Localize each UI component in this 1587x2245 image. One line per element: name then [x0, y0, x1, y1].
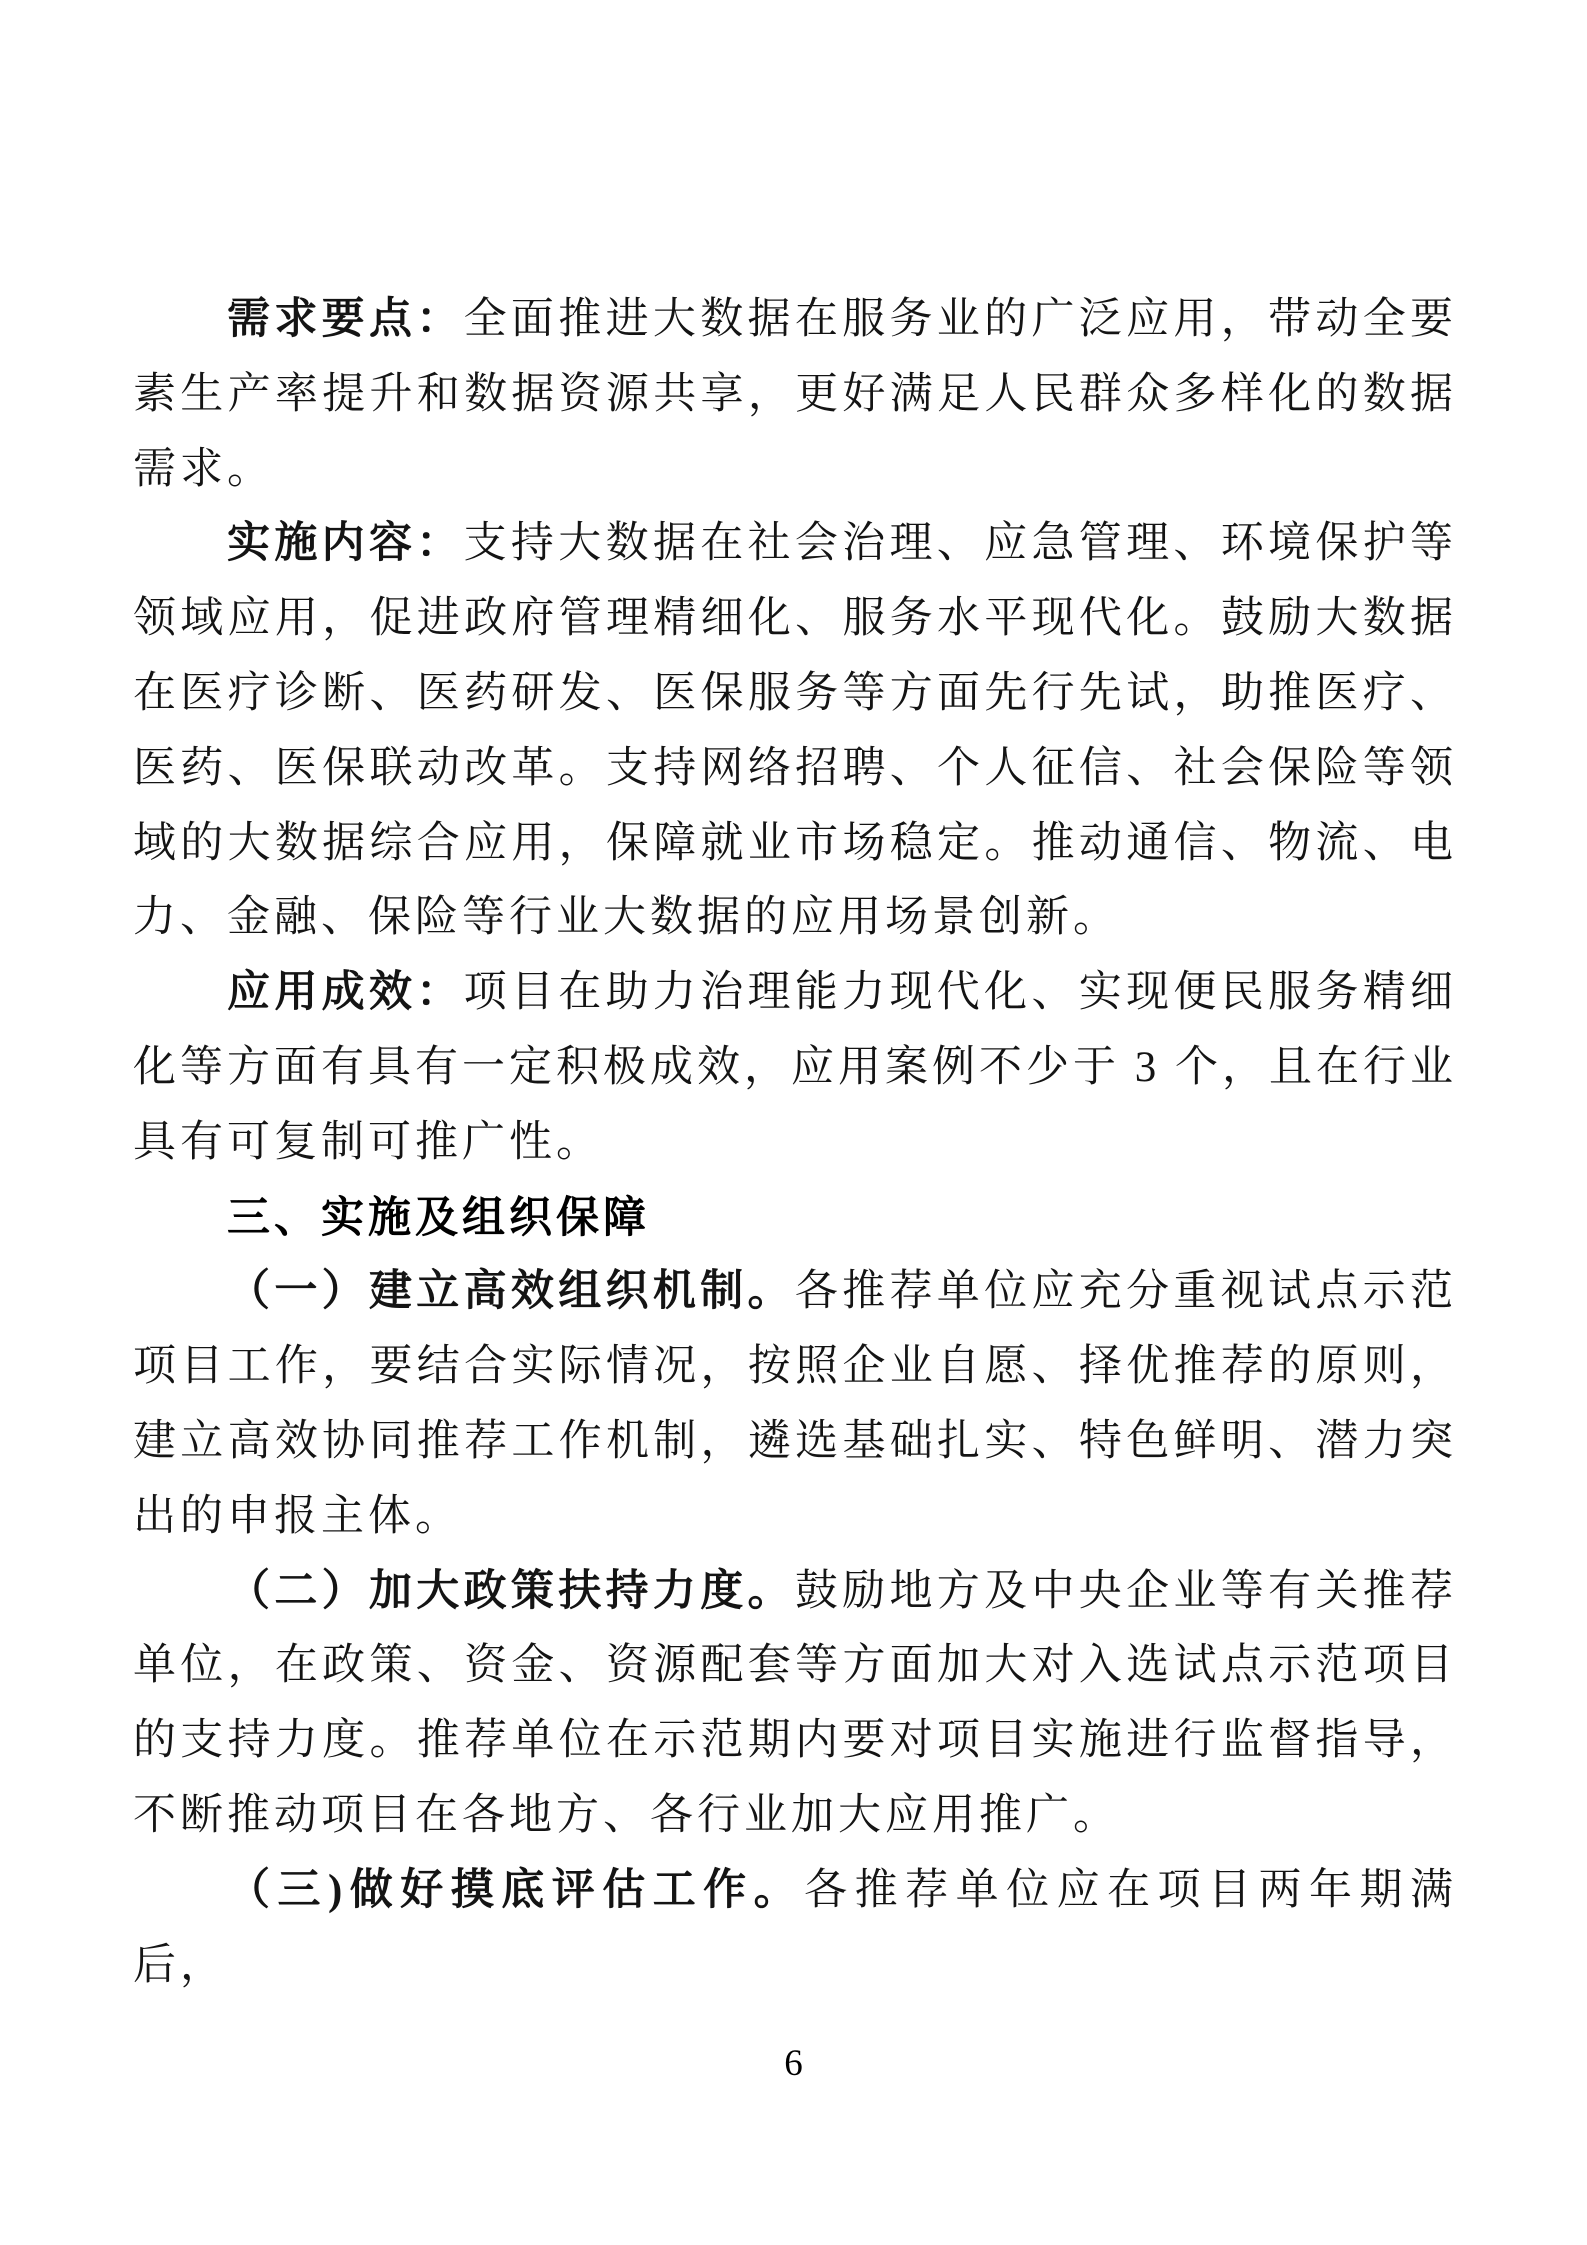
paragraph-text: 三、实施及组织保障 — [227, 1193, 650, 1242]
paragraph — [133, 1255, 1457, 1554]
paragraph-lead: （一）建立高效组织机制。 — [227, 1268, 795, 1316]
paragraph-text: 项目在助力治理能力现代化、实现便民服务精细化等方面有具有一定积极成效，应用案例不少于 3 个，且在行业具有可复制可推广性。 — [133, 969, 1458, 1166]
paragraph-lead: 应用成效： — [227, 969, 464, 1017]
paragraph-text: 全面推进大数据在服务业的广泛应用，带动全要素生产率提升和数据资源共享，更好满足人民群众多样化的数据需求。 — [133, 296, 1458, 493]
document-body — [133, 283, 1457, 2003]
paragraph-text: 各推荐单位应在项目两年期满后， — [133, 1866, 1457, 1989]
paragraph-lead: 实施内容： — [227, 520, 464, 568]
paragraph — [133, 507, 1457, 956]
paragraph-text: 鼓励地方及中央企业等有关推荐单位，在政策、资金、资源配套等方面加大对入选试点示范项目的支持力度。推荐单位在示范期内要对项目实施进行监督指导，不断推动项目在各地方、各行业加大应用推广。 — [133, 1567, 1458, 1839]
paragraph — [133, 956, 1457, 1180]
page-footer — [0, 2042, 1587, 2085]
paragraph-lead: （二）加大政策扶持力度。 — [227, 1567, 795, 1615]
paragraph-text: 支持大数据在社会治理、应急管理、环境保护等领域应用，促进政府管理精细化、服务水平现代化。鼓励大数据在医疗诊断、医药研发、医保服务等方面先行先试，助推医疗、医药、医保联动改革。支持网络招聘、个人征信、社会保险等领域的大数据综合应用，保障就业市场稳定。推动通信、物流、电力、金融、保险等行业大数据的应用场景创新。 — [133, 520, 1458, 942]
paragraph-lead: 需求要点： — [227, 296, 464, 343]
section-heading — [133, 1181, 1457, 1256]
paragraph-lead: （三)做好摸底评估工作。 — [227, 1866, 805, 1914]
page-number: 6 — [784, 2043, 803, 2084]
paragraph — [133, 283, 1457, 507]
paragraph-text: 各推荐单位应充分重视试点示范项目工作，要结合实际情况，按照企业自愿、择优推荐的原则，建立高效协同推荐工作机制，遴选基础扎实、特色鲜明、潜力突出的申报主体。 — [133, 1268, 1458, 1540]
paragraph — [133, 1555, 1457, 1854]
paragraph — [133, 1854, 1457, 2004]
